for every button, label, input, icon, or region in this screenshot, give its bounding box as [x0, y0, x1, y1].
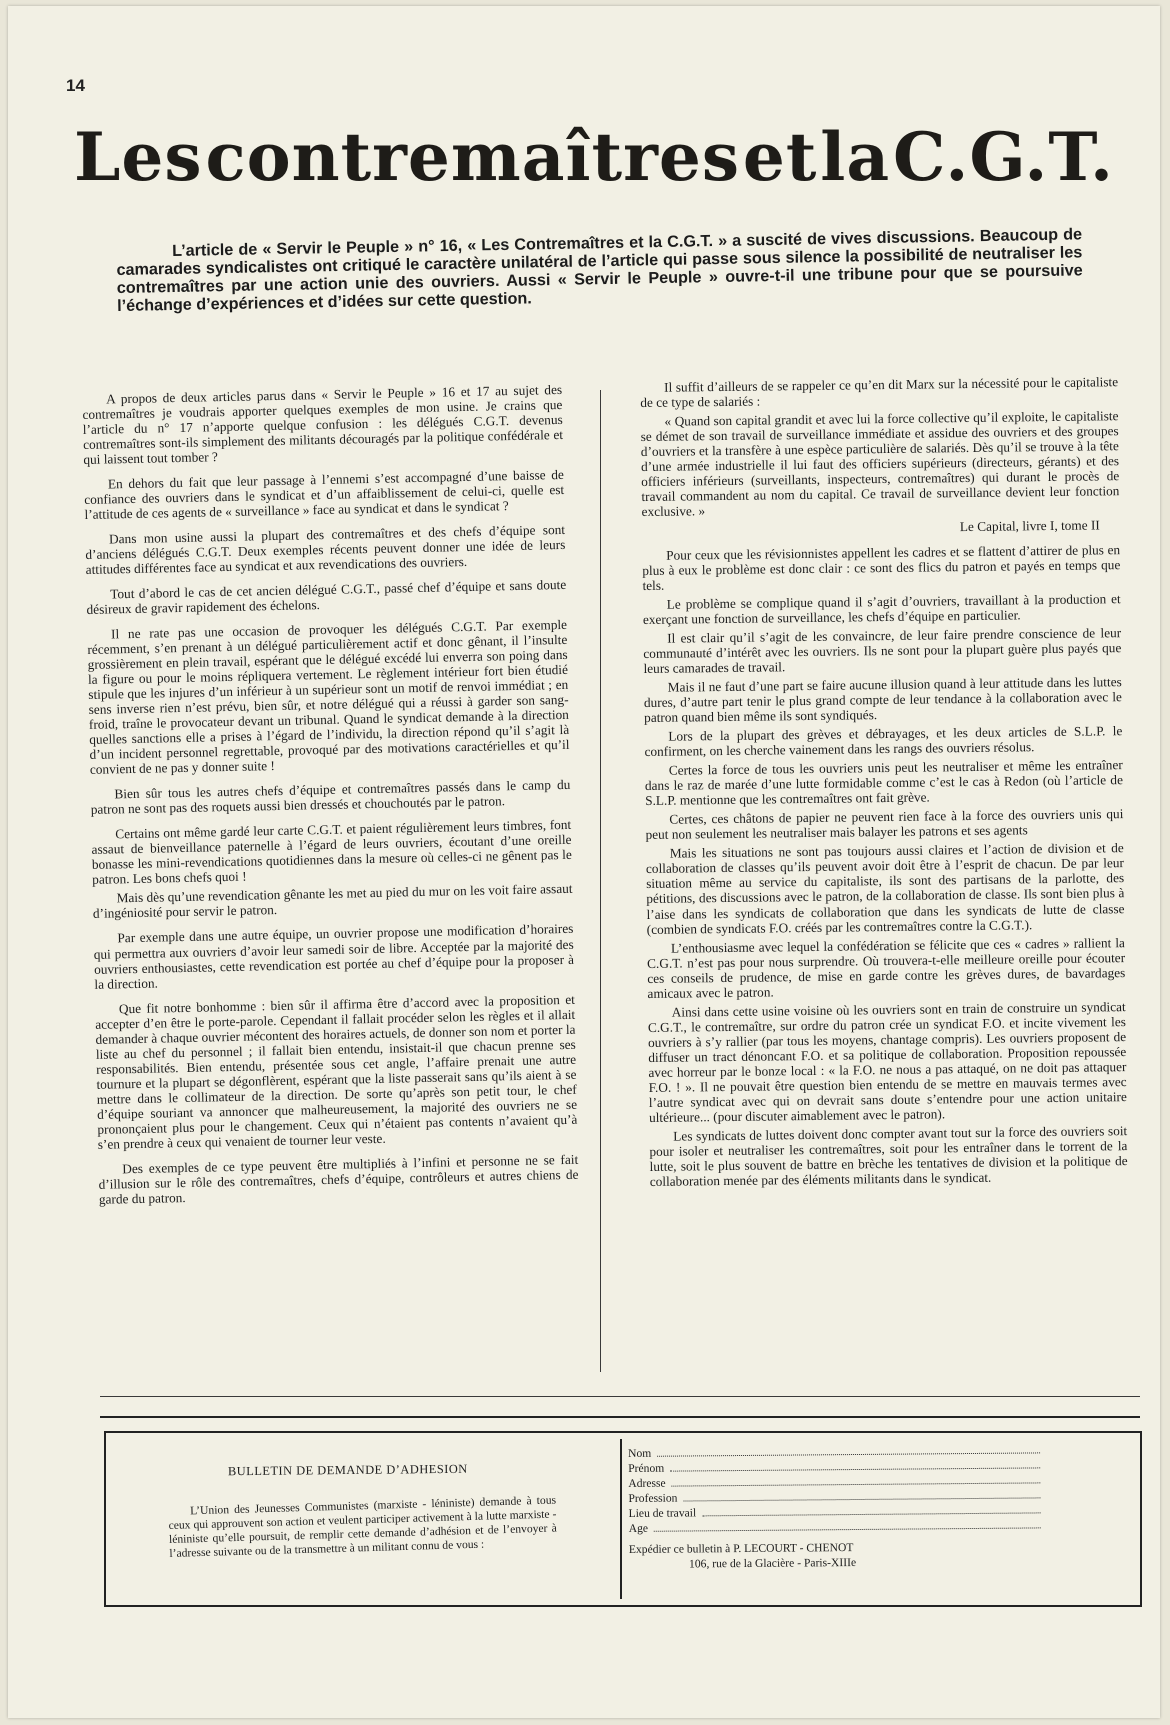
paragraph: Tout d’abord le cas de cet ancien délégué C.G.T., passé chef d’équipe et sans doute désireux de gravir rapidement des échelons. [86, 577, 567, 618]
paragraph: Que fit notre bonhomme : bien sûr il affirma être d’accord avec la proposition et accepter d’en être le porte-parole. Cependant il fallait procéder selon les règles et il allait demander à chaque ouvrier mécontent des horaires actuels, de donner son nom et porter la liste au chef du personnel ; il fallait bien entendu, insistait-il que chacun prenne ses responsabilités. Bien entendu, présentée sous cet angle, l’affaire prenait une autre tournure et la plupart se dégonflèrent, espérant que la liste passerait sans qu’ils aient à se mettre dans le collimateur de la direction. De sorte qu’après son petit tour, le chef d’équipe souriant va annoncer que malheureusement, la majorité des ouvriers ne se prononçaient plus pour le changement. Ceux qui n’étaient pas contents n’avaient qu’à s’en prendre à ceux qui venaient de tourner leur veste. [95, 991, 578, 1152]
field-label: Age [628, 1522, 649, 1536]
article-intro [116, 225, 1083, 315]
column-right [640, 374, 1128, 1193]
paragraph: L’enthousiasme avec lequel la confédération se félicite que ces « cadres » rallient la C.G.T. n’est pas pour nous surprendre. Où trouvera-t-elle meilleure oreille pour écouter ces conseils de prudence, de mise en garde contre les grèves dures, de bavardages amicaux avec le patron. [647, 934, 1126, 1001]
intro-paragraph: L’article de « Servir le Peuple » n° 16, « Les Contremaîtres et la C.G.T. » a suscité de vives discussions. Beaucoup de camarades syndicalistes ont critiqué le caractère unilatéral de l’article qui passe sous silence la possibilité de neutraliser les contremaîtres par une action unie des ouvriers. Aussi « Servir le Peuple » ouvre-t-il une tribune pour que se poursuive l’échange d’expériences et d’idées sur cette question. [116, 225, 1083, 316]
paragraph: Les syndicats de luttes doivent donc compter avant tout sur la force des ouvriers soit pour isoler et neutraliser les contremaîtres, soit pour les entraîner dans le torrent de la lutte, soit le plus souvent de battre en brèche les tentatives de division et la politique de collaboration menée par des éléments militants dans le syndicat. [649, 1122, 1128, 1189]
paragraph: Il suffit d’ailleurs de se rappeler ce qu’en dit Marx sur la nécessité pour le capitaliste de ce type de salariés : [640, 374, 1119, 411]
title-word: la [820, 118, 891, 196]
paragraph: Mais il ne faut d’une part se faire aucune illusion quand à leur attitude dans les luttes dures, d’autre part tenir le plus grand compte de leur tendance à la collaboration avec le patron quand bien même ils sont syndiqués. [643, 674, 1122, 726]
paragraph: Il ne rate pas une occasion de provoquer les délégués C.G.T. Par exemple récemment, s’en prenant à un délégué particulièrement actif et donc gênant, il l’insulte grossièrement en plein travail, espérant que le délégué excédé lui enverra son poing dans la figure ou pour le moins répliquera vertement. Le règlement intérieur fort bien étudié stipule que les injures d’un inférieur à un supérieur sont un motif de renvoi immédiat ; en sens inverse rien n’est prévu, bien sûr, et notre délégué qui a réussi à garder son sang-froid, traîne le provocateur devant un tribunal. Quand le syndicat demande à la direction quelles sanctions elle a prises à l’égard de l’individu, la direction répond qu’il s’agit là d’un incident personnel regrettable, provoqué par des motivations caractérielles et qu’il convient de ne pas y donner suite ! [87, 617, 570, 778]
paragraph: Dans mon usine aussi la plupart des contremaîtres et des chefs d’équipe sont d’anciens délégués C.G.T. Deux exemples récents peuvent donner une idée de leurs attitudes différentes face au syndicat et aux revendications des ouvriers. [85, 522, 566, 578]
paragraph: Ainsi dans cette usine voisine où les ouvriers sont en train de construire un syndicat C.G.T., le contremaître, sur ordre du patron crée un syndicat F.O. et incite vivement les ouvriers à s’y rallier (par tous les moyens, chantage compris). Les ouvriers proposent de diffuser un tract dénoncant F.O. et sa politique de collaboration. Proposition repoussée avec horreur par le bonze local : « la F.O. ne nous a pas attaqué, on ne doit pas attaquer F.O. ! ». Il ne pouvait être question bien entendu de se mettre en mauvais termes avec l’autre syndicat avec qui on devrait sans doute s’entendre pour une action unitaire ultérieure... (pour discuter aimablement avec le patron). [647, 998, 1127, 1125]
paragraph: Certes la force de tous les ouvriers unis peut les neutraliser et même les entraîner dans le raz de marée d’une lutte formidable comme c’est le cas à Redon (où l’article de S.L.P. mentionne que les contremaîtres ont fait grève. [644, 757, 1124, 809]
title-word: et [742, 118, 818, 196]
form-heading: BULLETIN DE DEMANDE D’ADHESION [227, 1461, 468, 1479]
marx-quote: « Quand son capital grandit et avec lui la force collective qu’il exploite, le capitaliste se démet de son travail de surveillance immédiate et assidue des ouvriers et des groupes d’ouvriers et la transfère à une espèce particulière de salariés. Dès qu’il se trouve à la tête d’une armée industrielle il lui faut des officiers supérieurs (directeurs, gérants) et des officiers inférieurs (surveillants, inspecteurs, contremaîtres) qui durant le procès de travail commandent au nom du capital. Ce travail de surveillance devient leur fonction exclusive. » [640, 408, 1120, 520]
form-description [106, 1433, 620, 1605]
field-line[interactable] [683, 1488, 1040, 1502]
field-label: Lieu de travail [628, 1506, 697, 1521]
quote-source: Le Capital, livre I, tome II [959, 517, 1100, 535]
form-fields [628, 1442, 1049, 1572]
form-divider [620, 1439, 622, 1599]
paragraph: Il est clair qu’il s’agit de les convaincre, de leur faire prendre conscience de leur communauté d’intérêt avec les ouvriers. Ils ne sont pour la plupart guère plus payés que leurs camarades de travail. [643, 625, 1122, 677]
title-word: contremaîtres [205, 118, 740, 196]
title-word: Les [74, 118, 203, 196]
paragraph: Certains ont même gardé leur carte C.G.T. et paient régulièrement leurs timbres, font assaut de bienveillance paternelle à l’égard de leurs ouvriers, écoutant d’une oreille bonasse les mini-revendications quotidiennes dans la mesure où celles-ci ne gênent pas le patron. Les bons chefs quoi ! [91, 817, 572, 888]
paragraph: Mais les situations ne sont pas toujours aussi claires et l’action de division et de collaboration de classes qu’ils peuvent avoir doit être à l’esprit de chacun. De par leur situation même au service du capitaliste, ils sont des partisans de la parlotte, des pétitions, des discussions avec le patron, de la collaboration de classe. Ils sont bien plus à l’aise dans les syndicats de collaboration que dans les syndicats de lutte de classe (combien de syndicats F.O. créés par les contremaîtres contre la C.G.T.). [645, 840, 1125, 937]
newspaper-page [8, 6, 1160, 1718]
paragraph: Le problème se complique quand il s’agit d’ouvriers, travaillant à la production et exerçant une fonction de surveillance, les chefs d’équipe en particulier. [642, 591, 1121, 628]
field-label: Adresse [628, 1476, 666, 1491]
column-left [82, 382, 579, 1217]
title-word: C.G.T. [893, 118, 1114, 196]
page-number: 14 [66, 76, 85, 95]
article-title [74, 118, 1114, 196]
form-paragraph: L’Union des Jeunesses Communistes (marxiste - léniniste) demande à tous ceux qui approuvent son action et veulent participer activement à la lutte marxiste - léniniste qu’elle poursuit, de remplir cette demande d’adhésion et de l’envoyer à l’adresse suivante ou de la transmettre à un militant connu de vous : [168, 1493, 558, 1560]
form-field-age[interactable] [629, 1518, 1049, 1537]
form-text [168, 1493, 557, 1560]
paragraph: Mais dès qu’une revendication gênante les met au pied du mur on les voit faire assaut d’ingéniosité pour servir le patron. [92, 881, 573, 922]
paragraph: Pour ceux que les révisionnistes appellent les cadres et se flattent d’attirer de plus en plus à eux le problème est donc clair : ce sont des flics du patron et payés en temps que tels. [642, 542, 1121, 594]
horizontal-rule [100, 1396, 1140, 1397]
paragraph: Certes, ces châtons de papier ne peuvent rien face à la force des ouvriers unis qui peut non seulement les neutraliser mais balayer les patrons et ses agents [645, 806, 1124, 843]
field-line[interactable] [654, 1518, 1041, 1532]
send-instruction: Expédier ce bulletin à P. LECOURT - CHENOT [628, 1541, 854, 1557]
field-label: Profession [628, 1491, 678, 1506]
paragraph: Bien sûr tous les autres chefs d’équipe et contremaîtres passés dans le camp du patron ne sont pas des roquets aussi bien dressés et chouchoutés par le patron. [90, 777, 571, 818]
field-line[interactable] [657, 1442, 1040, 1456]
horizontal-rule [100, 1416, 1140, 1418]
paragraph: A propos de deux articles parus dans « Servir le Peuple » 16 et 17 au sujet des contremaîtres je voudrais apporter quelques exemples de mon usine. Je crains que l’article du n° 17 n’apporte quelque confusion : les délégués C.G.T. devenus contremaîtres sont-ils simplement des militants découragés par la politique confédérale et qui laissent tout tomber ? [82, 381, 564, 468]
field-line[interactable] [672, 1473, 1041, 1487]
field-line[interactable] [702, 1503, 1040, 1517]
paragraph: Des exemples de ce type peuvent être multipliés à l’infini et personne ne se fait d’illusion sur le rôle des contremaîtres, chefs d’équipe, contrôleurs et autres chiens de garde du patron. [98, 1151, 579, 1207]
field-line[interactable] [670, 1457, 1040, 1471]
paragraph: En dehors du fait que leur passage à l’ennemi s’est accompagné d’une baisse de confiance des ouvriers dans le syndicat et d’un affaiblissement de celui-ci, quelle est l’attitude de ces agents de « surveillance » face au syndicat et dans le syndicat ? [84, 467, 565, 523]
paragraph: Lors de la plupart des grèves et débrayages, et les deux articles de S.L.P. le confirment, on les cherche vainement dans les rangs des ouvriers résolus. [644, 723, 1123, 760]
paragraph: Par exemple dans une autre équipe, un ouvrier propose une modification d’horaires qui permettra aux ouvriers d’avoir leur samedi soir de libre. Acceptée par la majorité des ouvriers enthousiastes, cette revendication est portée au chef d’équipe pour la proposer à la direction. [93, 921, 575, 992]
field-label: Prénom [628, 1461, 665, 1476]
field-label: Nom [628, 1446, 652, 1460]
send-address: 106, rue de la Glacière - Paris-XIIIe [688, 1556, 857, 1571]
column-divider [600, 390, 601, 1372]
